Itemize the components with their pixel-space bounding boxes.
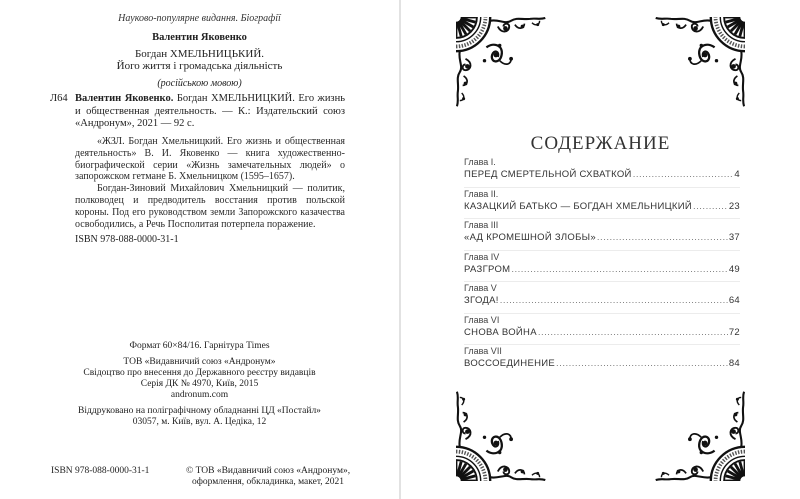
toc-entry[interactable] xyxy=(464,345,740,377)
toc-entry[interactable] xyxy=(464,219,740,251)
toc-entry[interactable] xyxy=(464,251,740,283)
contents-page xyxy=(401,0,800,499)
format-info: Формат 60×84/16. Гарнітура Times xyxy=(129,341,270,351)
author-name: Валентин Яковенко xyxy=(152,32,247,43)
dot-leader xyxy=(500,294,728,307)
isbn: ISBN 978-088-0000-31-1 xyxy=(75,234,179,245)
page-number: 23 xyxy=(728,200,740,212)
toc-entry[interactable] xyxy=(464,314,740,346)
dot-leader xyxy=(556,357,728,370)
book-subtitle: Його життя і громадська діяльність xyxy=(116,60,283,72)
page-number: 49 xyxy=(728,263,740,275)
chapter-title: КАЗАЦКИЙ БАТЬКО — БОГДАН ХМЕЛЬНИЦКИЙ xyxy=(464,200,693,212)
page-number: 64 xyxy=(728,295,740,306)
page-number: 84 xyxy=(728,358,740,369)
dot-leader xyxy=(511,263,727,276)
toc-entry[interactable] xyxy=(464,282,740,314)
chapter-number: Глава V xyxy=(464,283,497,293)
toc-title: СОДЕРЖАНИЕ xyxy=(530,133,671,154)
table-of-contents xyxy=(464,156,740,377)
corner-flourish-icon xyxy=(456,386,551,481)
publisher-name: ТОВ «Видавничий союз «Андронум» xyxy=(123,357,276,367)
corner-flourish-icon xyxy=(456,17,551,112)
chapter-number: Глава VII xyxy=(464,346,502,356)
bibliographic-record xyxy=(50,93,345,131)
library-code: Л64 xyxy=(50,93,68,104)
chapter-title: «АД КРОМЕШНОЙ ЗЛОБЫ» xyxy=(464,232,596,243)
corner-flourish-icon xyxy=(650,17,745,112)
imprint-page xyxy=(0,0,399,499)
publisher-website: andronum.com xyxy=(170,390,229,400)
chapter-number: Глава IV xyxy=(464,251,500,262)
chapter-number: Глава VI xyxy=(464,314,500,325)
chapter-title: ЗГОДА! xyxy=(464,295,499,306)
toc-entry[interactable] xyxy=(464,156,740,188)
dot-leader xyxy=(597,231,728,244)
book-title: Богдан ХМЕЛЬНИЦЬКИЙ. xyxy=(134,48,265,60)
corner-flourish-icon xyxy=(650,386,745,481)
page-number: 37 xyxy=(728,232,740,243)
chapter-title: РАЗГРОМ xyxy=(464,263,511,275)
chapter-title: ПЕРЕД СМЕРТЕЛЬНОЙ СХВАТКОЙ xyxy=(464,169,632,180)
chapter-number: Глава I. xyxy=(464,157,496,167)
annotation-paragraph: «ЖЗЛ. Богдан Хмельницкий. Его жизнь и общественная деятельность» В. И. Яковенко — книга художественно-биографической серии «Жизнь замечательных людей» о запорожском гетмане Б. Хмельницком (1595–1657). xyxy=(75,136,345,183)
chapter-number: Глава III xyxy=(464,220,499,230)
annotation xyxy=(75,136,345,230)
copyright-line: © ТОВ «Видавничий союз «Андронум», xyxy=(186,466,351,476)
toc-entry[interactable] xyxy=(464,188,740,220)
copyright xyxy=(186,466,350,488)
publisher-series: Серія ДК № 4970, Київ, 2015 xyxy=(140,379,259,389)
page-number: 4 xyxy=(734,169,740,180)
chapter-number: Глава II. xyxy=(464,188,499,199)
dot-leader xyxy=(538,326,728,339)
page-number: 72 xyxy=(728,326,740,338)
biblio-entry xyxy=(75,93,345,131)
biblio-text: Богдан ХМЕЛЬНИЦКИЙ. Его жизнь и общественная деятельность. — К.: Издательский союз «Андронум», 2021 — 92 с. xyxy=(75,93,345,129)
biblio-author: Валентин Яковенко. xyxy=(75,93,174,104)
chapter-title: СНОВА ВОЙНА xyxy=(464,326,537,338)
copyright-line: оформлення, обкладинка, макет, 2021 xyxy=(192,477,345,487)
footer-isbn: ISBN 978-088-0000-31-1 xyxy=(51,466,150,476)
language-note: (російською мовою) xyxy=(157,78,242,89)
printer-address: 03057, м. Київ, вул. А. Цедіка, 12 xyxy=(132,417,267,427)
dot-leader xyxy=(693,200,728,213)
printer-name: Віддруковано на поліграфічному обладнанні ЦД «Постайл» xyxy=(78,406,321,416)
dot-leader xyxy=(633,168,734,181)
publisher-registration: Свідоцтво про внесення до Державного реєстру видавців xyxy=(83,368,316,378)
series-label: Науково-популярне видання. Біографії xyxy=(118,13,281,24)
annotation-paragraph: Богдан-Зиновий Михайлович Хмельницкий — политик, полководец и предводитель восстания против польской короны. Под его руководством земли Запорожского казачества освободились, а Речь Посполитая потерпела поражение. xyxy=(75,183,345,230)
chapter-title: ВОССОЕДИНЕНИЕ xyxy=(464,358,556,369)
